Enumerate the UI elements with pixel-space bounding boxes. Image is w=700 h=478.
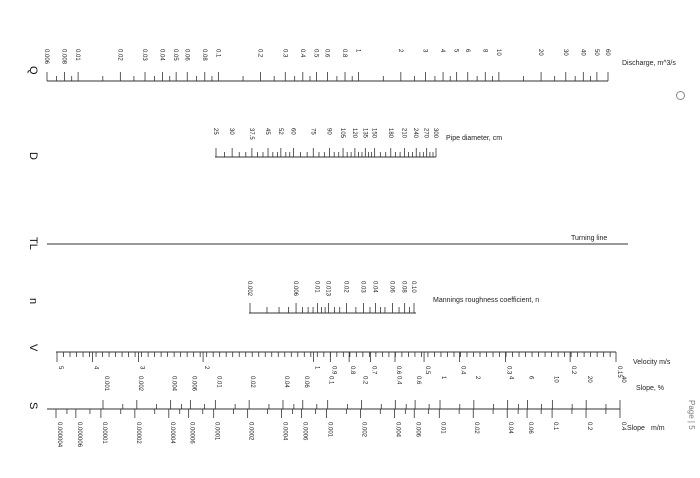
pipe-diameter-tick-label: 150 [370,128,377,139]
slope-percent-tick-label: 0.002 [136,376,143,392]
velocity-tick-label: 0.2 [570,366,577,375]
pipe-diameter-tick-label: 120 [350,128,357,139]
slope-mm-tick-label: 0.00001 [100,422,107,444]
slope-mm-unit: m/m [651,425,665,432]
roughness-title: Mannings roughness coefficient, n [433,297,540,304]
discharge-tick-label: 0.4 [298,49,305,58]
q-letter: Q [27,66,39,75]
roughness-tick-label: 0.002 [246,281,252,297]
slope-mm-tick-label: 0.04 [507,422,514,434]
pipe-diameter-tick-label: 90 [325,128,332,135]
slope-mm-tick-label: 0.000004 [56,422,62,448]
discharge-tick-label: 60 [604,49,610,56]
slope-mm-tick-label: 0.004 [394,422,401,438]
velocity-tick-label: 4 [92,366,99,370]
n-letter: n [27,298,39,305]
pipe-diameter-tick-label: 105 [339,128,346,139]
velocity-tick-label: 2 [203,366,210,370]
roughness-tick-label: 0.10 [410,281,416,293]
roughness-tick-label: 0.006 [292,281,299,297]
circle-mark-icon [676,91,685,100]
slope-percent-tick-label: 0.001 [103,376,109,392]
discharge-title: Discharge, m^3/s [622,60,676,67]
discharge-tick-label: 0.08 [200,49,207,61]
discharge-tick-label: 0.05 [172,49,179,61]
pipe-diameter-tick-label: 25 [212,128,218,135]
discharge-tick-label: 0.1 [214,49,221,58]
roughness-tick-label: 0.06 [388,281,395,293]
slope-percent-tick-label: 0.1 [327,376,334,385]
velocity-tick-label: 0.8 [349,366,356,375]
velocity-tick-label: 0.4 [459,366,466,375]
velocity-tick-label: 0.15 [616,366,622,378]
discharge-tick-label: 0.3 [281,49,288,58]
slope-percent-tick-label: 0.006 [190,376,197,392]
slope-percent-tick-label: 6 [527,376,534,380]
roughness-tick-label: 0.04 [371,281,378,293]
slope-percent-tick-label: 0.04 [282,376,289,388]
slope-mm-tick-label: 0.0004 [281,422,288,441]
discharge-tick-label: 30 [561,49,568,56]
slope-mm-tick-label: 0.00006 [188,422,195,444]
roughness-tick-label: 0.08 [400,281,407,293]
velocity-tick-label: 0.6 [395,366,402,375]
discharge-tick-label: 40 [579,49,586,56]
tl-letter: TL [27,237,39,250]
roughness-tick-label: 0.03 [359,281,366,293]
slope-mm-tick-label: 0.02 [473,422,480,434]
discharge-tick-label: 0.6 [323,49,330,58]
slope-mm-tick-label: 0.00002 [134,422,141,444]
discharge-tick-label: 0.06 [183,49,190,61]
roughness-tick-label: 0.01 [313,281,320,293]
velocity-tick-label: 0.9 [330,366,337,375]
pipe-diameter-tick-label: 135 [361,128,368,139]
pipe-diameter-tick-label: 300 [432,128,438,139]
discharge-tick-label: 0.02 [116,49,123,61]
discharge-tick-label: 50 [592,49,599,56]
discharge-tick-label: 3 [421,49,428,53]
slope-mm-tick-label: 0.0002 [247,422,254,441]
pipe-diameter-tick-label: 60 [289,128,296,135]
slope-mm-title: Slope [627,425,645,432]
roughness-tick-label: 0.013 [324,281,331,297]
discharge-tick-label: 10 [494,49,501,56]
d-letter: D [27,152,39,160]
slope-percent-tick-label: 2 [473,376,480,380]
slope-mm-tick-label: 0.006 [414,422,421,438]
pipe-diameter-tick-label: 45 [264,128,271,135]
slope-mm-tick-label: 0.1 [552,422,559,431]
discharge-tick-label: 4 [439,49,446,53]
s-letter: S [27,402,39,410]
velocity-title: Velocity m/s [633,359,671,366]
turning-line-title: Turning line [571,235,608,242]
slope-mm-tick-label: 0.0006 [301,422,308,441]
slope-percent-tick-label: 0.2 [361,376,368,385]
slope-percent-tick-label: 40 [620,376,626,383]
velocity-tick-label: 0.5 [424,366,431,375]
pipe-diameter-tick-label: 37.5 [247,128,254,140]
discharge-tick-label: 8 [481,49,488,53]
slope-percent-tick-label: 0.6 [415,376,422,385]
discharge-tick-label: 0.008 [60,49,67,65]
slope-mm-tick-label: 0.4 [620,422,626,431]
roughness-tick-label: 0.02 [342,281,349,293]
slope-mm-tick-label: 0.00004 [168,422,175,444]
pipe-diameter-tick-label: 180 [386,128,393,139]
slope-mm-tick-label: 0.2 [586,422,593,431]
discharge-tick-label: 6 [463,49,470,53]
velocity-tick-label: 0.3 [505,366,512,375]
velocity-tick-label: 3 [138,366,145,370]
pipe-diameter-tick-label: 30 [228,128,235,135]
velocity-tick-label: 5 [57,366,63,370]
slope-percent-tick-label: 20 [586,376,593,383]
slope-percent-tick-label: 4 [507,376,514,380]
pipe-diameter-tick-label: 240 [412,128,419,139]
pipe-diameter-tick-label: 52 [276,128,283,135]
slope-mm-tick-label: 0.002 [360,422,367,438]
slope-mm-tick-label: 0.01 [439,422,446,434]
pipe-diameter-tick-label: 75 [309,128,316,135]
discharge-tick-label: 0.8 [341,49,348,58]
discharge-tick-label: 5 [452,49,459,53]
discharge-tick-label: 1 [354,49,361,53]
slope-percent-tick-label: 0.06 [302,376,309,388]
discharge-tick-label: 0.03 [141,49,148,61]
pipe-diameter-tick-label: 210 [400,128,407,139]
pipe-diameter-title: Pipe diameter, cm [446,135,503,142]
v-letter: V [27,344,39,352]
slope-mm-tick-label: 0.0001 [213,422,220,441]
slope-percent-tick-label: 1 [440,376,447,380]
slope-percent-tick-label: 0.02 [249,376,256,388]
page-number: Page | 5 [687,400,696,430]
slope-percent-tick-label: 0.004 [170,376,177,392]
discharge-tick-label: 2 [396,49,403,53]
slope-mm-tick-label: 0.06 [527,422,534,434]
slope-mm-tick-label: 0.000006 [75,422,82,448]
slope-mm-tick-label: 0.001 [326,422,333,438]
discharge-tick-label: 0.006 [43,49,49,65]
slope-percent-tick-label: 10 [552,376,559,383]
slope-percent-tick-label: 0.4 [395,376,402,385]
slope-percent-tick-label: 0.01 [215,376,222,388]
discharge-tick-label: 20 [537,49,544,56]
discharge-tick-label: 0.04 [158,49,165,61]
discharge-tick-label: 0.01 [74,49,81,61]
velocity-tick-label: 1 [313,366,320,370]
discharge-tick-label: 0.2 [256,49,263,58]
discharge-tick-label: 0.5 [312,49,319,58]
slope-percent-title: Slope, % [636,385,665,392]
velocity-tick-label: 0.7 [370,366,377,375]
pipe-diameter-tick-label: 270 [422,128,429,139]
